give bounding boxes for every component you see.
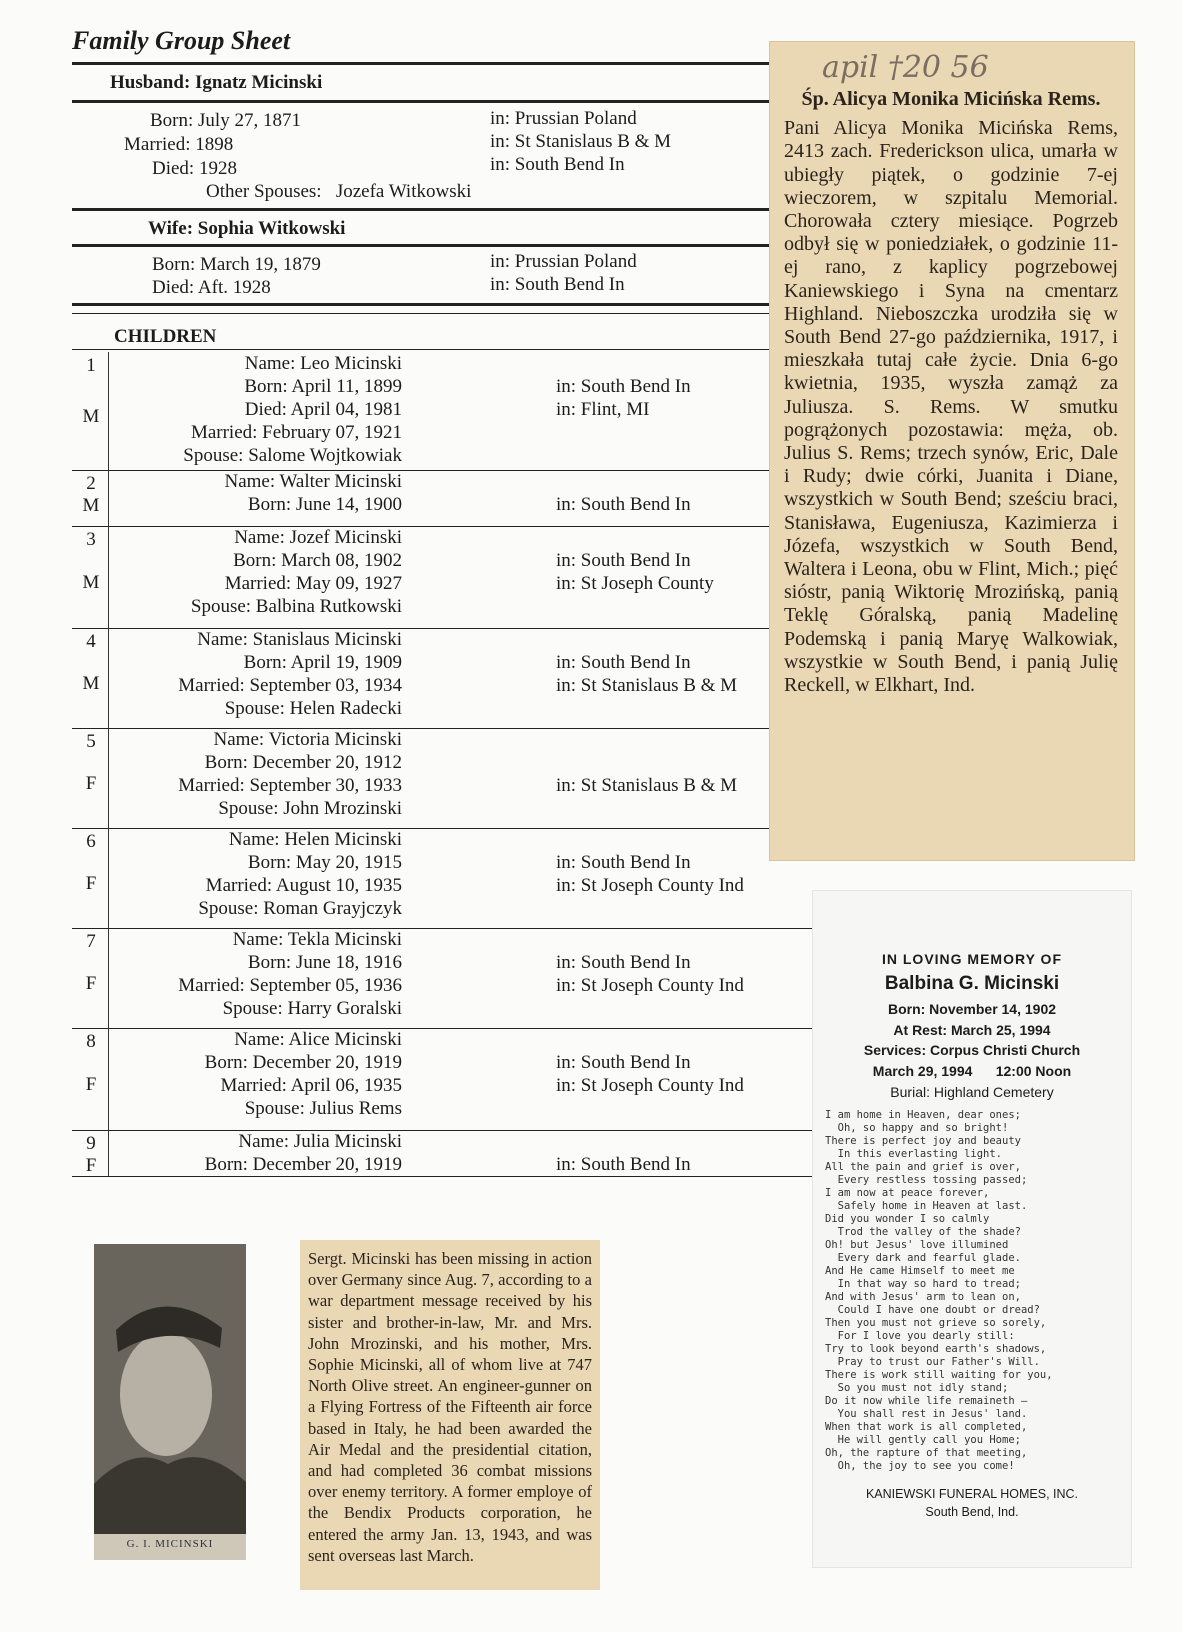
page-title: Family Group Sheet	[72, 26, 291, 55]
memorial-date: March 29, 1994 12:00 Noon	[872, 1063, 1072, 1079]
poem-line: Oh, the rapture of that meeting,	[825, 1447, 1028, 1459]
child-field: Married: August 10, 1935	[205, 875, 402, 896]
child-number: 5	[86, 731, 96, 752]
child-field: Born: May 20, 1915	[247, 852, 402, 873]
wife-rule	[72, 244, 772, 247]
child-field: Born: March 08, 1902	[233, 550, 402, 571]
poem-line: I am now at peace forever,	[825, 1187, 990, 1199]
husband-born-place: in: Prussian Poland	[490, 108, 637, 129]
child-field: Spouse: John Mrozinski	[218, 798, 402, 819]
child-field: Born: April 11, 1899	[244, 376, 402, 397]
obituary-heading: Śp. Alicya Monika Micińska Rems.	[801, 88, 1101, 110]
husband-born: Born: July 27, 1871	[150, 110, 301, 131]
sgt-clipping-text: Sergt. Micinski has been missing in action over Germany since Aug. 7, according to a war department message received by his sister and brother-in-law, Mr. and Mrs. John Mrozinski, and his mother, Mrs. Sophie Micinski, all of whom live at 747 North Olive street. An engineer-gunner on a Flying Fortress of the Fifteenth air force based in Italy, he had been awarded the Air Medal and the presidential citation, and had completed 36 combat missions over enemy territory. A former employe of the Bendix Products corporation, he entered the army Jan. 13, 1943, and was sent overseas last March.	[308, 1249, 592, 1565]
child-row	[72, 470, 812, 526]
child-field: Spouse: Balbina Rutkowski	[190, 596, 402, 617]
poem-line: And He came Himself to meet me	[825, 1265, 1015, 1277]
obituary-clipping	[770, 42, 1134, 860]
child-field: Born: April 19, 1909	[243, 652, 402, 673]
child-place: in: Flint, MI	[556, 399, 650, 420]
poem-line: There is perfect joy and beauty	[825, 1135, 1021, 1147]
child-field: Born: December 20, 1919	[204, 1052, 402, 1073]
funeral-home: KANIEWSKI FUNERAL HOMES, INC.	[865, 1487, 1079, 1501]
child-place: in: St Joseph County Ind	[556, 975, 744, 996]
child-sex: F	[85, 1155, 97, 1176]
wife-bottom-rule	[72, 303, 772, 306]
poem-line: When that work is all completed,	[825, 1421, 1028, 1433]
child-number: 7	[86, 931, 96, 952]
poem-line: Could I have one doubt or dread?	[825, 1304, 1040, 1316]
poem-line: Every restless tossing passed;	[825, 1174, 1028, 1186]
husband-bottom-rule	[72, 208, 772, 211]
poem-line: Oh, so happy and so bright!	[825, 1122, 1009, 1134]
child-number: 6	[86, 831, 96, 852]
child-field: Name: Walter Micinski	[224, 471, 402, 492]
children-header-rule	[72, 349, 812, 350]
child-row	[72, 828, 812, 928]
memorial-poem	[825, 1109, 1121, 1473]
child-field: Born: December 20, 1919	[204, 1154, 402, 1175]
child-field: Name: Victoria Micinski	[213, 729, 402, 750]
wife-died-place: in: South Bend In	[490, 274, 625, 295]
obituary-text	[784, 88, 1118, 697]
handwritten-date: apil †20 56	[822, 50, 989, 85]
child-place: in: South Bend In	[556, 652, 691, 673]
child-sex: M	[82, 406, 100, 427]
child-field: Spouse: Helen Radecki	[224, 698, 402, 719]
child-place: in: South Bend In	[556, 952, 691, 973]
child-field: Name: Leo Micinski	[244, 353, 402, 374]
child-place: in: South Bend In	[556, 1052, 691, 1073]
child-row	[72, 628, 812, 728]
child-row	[72, 352, 812, 470]
row-divider	[108, 728, 109, 828]
child-field: Spouse: Harry Goralski	[222, 998, 402, 1019]
poem-line: In that way so hard to tread;	[825, 1278, 1021, 1290]
memorial-burial: Burial: Highland Cemetery	[890, 1084, 1054, 1100]
row-divider	[108, 352, 109, 470]
row-divider	[108, 1028, 109, 1130]
poem-line: I am home in Heaven, dear ones;	[825, 1109, 1021, 1121]
child-field: Name: Julia Micinski	[238, 1131, 402, 1152]
child-place: in: South Bend In	[556, 852, 691, 873]
child-place: in: South Bend In	[556, 550, 691, 571]
soldier-portrait	[94, 1244, 246, 1560]
child-row	[72, 728, 812, 828]
poem-line: There is work still waiting for you,	[825, 1369, 1053, 1381]
child-place: in: South Bend In	[556, 1154, 691, 1175]
child-field: Spouse: Julius Rems	[244, 1098, 402, 1119]
memorial-services: Services: Corpus Christi Church	[863, 1042, 1081, 1058]
child-field: Married: April 06, 1935	[220, 1075, 402, 1096]
child-number: 3	[86, 529, 96, 550]
child-sex: M	[82, 673, 100, 694]
child-field: Name: Stanislaus Micinski	[197, 629, 402, 650]
wife-born-place: in: Prussian Poland	[490, 251, 637, 272]
memorial-born: Born: November 14, 1902	[887, 1001, 1057, 1017]
poem-line: Every dark and fearful glade.	[825, 1252, 1021, 1264]
child-place: in: St Stanislaus B & M	[556, 775, 738, 796]
child-sex: M	[82, 572, 100, 593]
child-field: Married: May 09, 1927	[224, 573, 402, 594]
obituary-body: Pani Alicya Monika Micińska Rems, 2413 zach. Frederickson ulica, umarła w ubiegły piątek, o godzinie 7-ej wieczorem, w szpitalu Memorial. Chorowała cztery miesiące. Pogrzeb odbył się w poniedziałek, o godzinie 11-ej rano, z kaplicy pogrzebowej Kaniewskiego i Syna na cmentarz Highland. Nieboszczka urodziła się w South Bend 27-go października, 1917, i mieszkała tutaj całe życie. Dnia 6-go kwietnia, 1935, wyszła zamąż za Juliusza. S. Rems. W smutku pogrążonych pozostawia: męża, ob. Julius S. Rems; trzech synów, Eric, Dale i Rudy; dwie córki, Juanita i Diane, wszystkich w South Bend; sześciu braci, Stanisława, Eugeniusza, Kazimierza i Józefa, wszystkich w South Bend, Waltera i Leona, obu w Flint, Mich.; pięć sióstr, panią Wiktorię Mrozińską, panią Teklę Góralską, panią Madelinę Podemską i panią Maryę Walkowiak, wszystkie w South Bend, i panią Julię Reckell, w Elkhart, Ind.	[784, 117, 1118, 697]
poem-line: In this everlasting light.	[825, 1148, 1003, 1160]
row-divider	[108, 928, 109, 1028]
sgt-clipping	[300, 1240, 600, 1590]
husband-label: Husband: Ignatz Micinski	[110, 72, 323, 93]
child-number: 9	[86, 1133, 96, 1154]
child-sex: M	[82, 495, 100, 516]
memorial-rest: At Rest: March 25, 1994	[893, 1022, 1051, 1038]
child-place: in: St Stanislaus B & M	[556, 675, 738, 696]
memorial-card	[812, 890, 1132, 1568]
child-field: Married: September 30, 1933	[178, 775, 402, 796]
husband-other-spouses: Other Spouses: Jozefa Witkowski	[206, 181, 472, 202]
child-field: Died: April 04, 1981	[244, 399, 402, 420]
child-sex: F	[85, 773, 97, 794]
row-divider	[108, 628, 109, 728]
child-field: Born: December 20, 1912	[204, 752, 402, 773]
soldier-photo	[94, 1244, 246, 1560]
child-field: Spouse: Roman Grayjczyk	[198, 898, 402, 919]
poem-line: So you must not idly stand;	[825, 1382, 1009, 1394]
child-field: Married: September 03, 1934	[178, 675, 402, 696]
poem-line: You shall rest in Jesus' land.	[825, 1408, 1028, 1420]
row-divider	[108, 1130, 109, 1176]
husband-rule	[72, 100, 772, 103]
poem-line: Trod the valley of the shade?	[825, 1226, 1021, 1238]
husband-died: Died: 1928	[152, 158, 237, 179]
row-divider	[108, 526, 109, 628]
child-place: in: South Bend In	[556, 376, 691, 397]
wife-born: Born: March 19, 1879	[152, 254, 321, 275]
child-row	[72, 526, 812, 628]
child-field: Married: September 05, 1936	[178, 975, 402, 996]
husband-married: Married: 1898	[124, 134, 234, 155]
wife-died: Died: Aft. 1928	[152, 277, 271, 298]
row-divider	[108, 470, 109, 526]
child-row	[72, 1028, 812, 1130]
child-field: Name: Alice Micinski	[234, 1029, 402, 1050]
wife-label: Wife: Sophia Witkowski	[148, 218, 346, 239]
child-place: in: St Joseph County Ind	[556, 1075, 744, 1096]
poem-line: He will gently call you Home;	[825, 1434, 1021, 1446]
photo-caption: G. I. MICINSKI	[126, 1538, 214, 1550]
poem-line: Try to look beyond earth's shadows,	[825, 1343, 1047, 1355]
child-place: in: St Joseph County Ind	[556, 875, 744, 896]
poem-line: Then you must not grieve so sorely,	[825, 1317, 1047, 1329]
child-number: 2	[86, 473, 96, 494]
child-field: Name: Helen Micinski	[228, 829, 402, 850]
child-place: in: St Joseph County	[556, 573, 714, 594]
children-label: CHILDREN	[114, 326, 217, 347]
poem-line: Do it now while life remaineth —	[825, 1395, 1028, 1407]
child-field: Spouse: Salome Wojtkowiak	[183, 445, 402, 466]
child-field: Born: June 18, 1916	[247, 952, 402, 973]
poem-line: All the pain and grief is over,	[825, 1161, 1021, 1173]
child-row	[72, 928, 812, 1028]
child-number: 8	[86, 1031, 96, 1052]
child-sex: F	[85, 973, 97, 994]
poem-line: Safely home in Heaven at last.	[825, 1200, 1028, 1212]
child-number: 1	[86, 355, 96, 376]
poem-line: Oh! but Jesus' love illumined	[825, 1239, 1009, 1251]
child-field: Name: Jozef Micinski	[234, 527, 402, 548]
poem-line: Pray to trust our Father's Will.	[825, 1356, 1040, 1368]
children-top-rule	[72, 313, 772, 314]
poem-line: For I love you dearly still:	[825, 1330, 1015, 1342]
child-sex: F	[85, 1074, 97, 1095]
child-field: Name: Tekla Micinski	[232, 929, 402, 950]
row-divider	[108, 828, 109, 928]
husband-died-place: in: South Bend In	[490, 154, 625, 175]
funeral-home-city: South Bend, Ind.	[925, 1505, 1019, 1519]
child-number: 4	[86, 631, 96, 652]
memorial-heading: IN LOVING MEMORY OF	[881, 951, 1062, 967]
child-place: in: South Bend In	[556, 494, 691, 515]
child-field: Born: June 14, 1900	[247, 494, 402, 515]
child-row	[72, 1130, 812, 1176]
child-sex: F	[85, 873, 97, 894]
poem-line: Oh, the joy to see you come!	[825, 1460, 1015, 1472]
row-bottom-rule	[72, 1176, 812, 1177]
child-field: Married: February 07, 1921	[190, 422, 402, 443]
poem-line: And with Jesus' arm to lean on,	[825, 1291, 1021, 1303]
husband-married-place: in: St Stanislaus B & M	[490, 131, 672, 152]
poem-line: Did you wonder I so calmly	[825, 1213, 990, 1225]
memorial-name: Balbina G. Micinski	[884, 973, 1060, 994]
